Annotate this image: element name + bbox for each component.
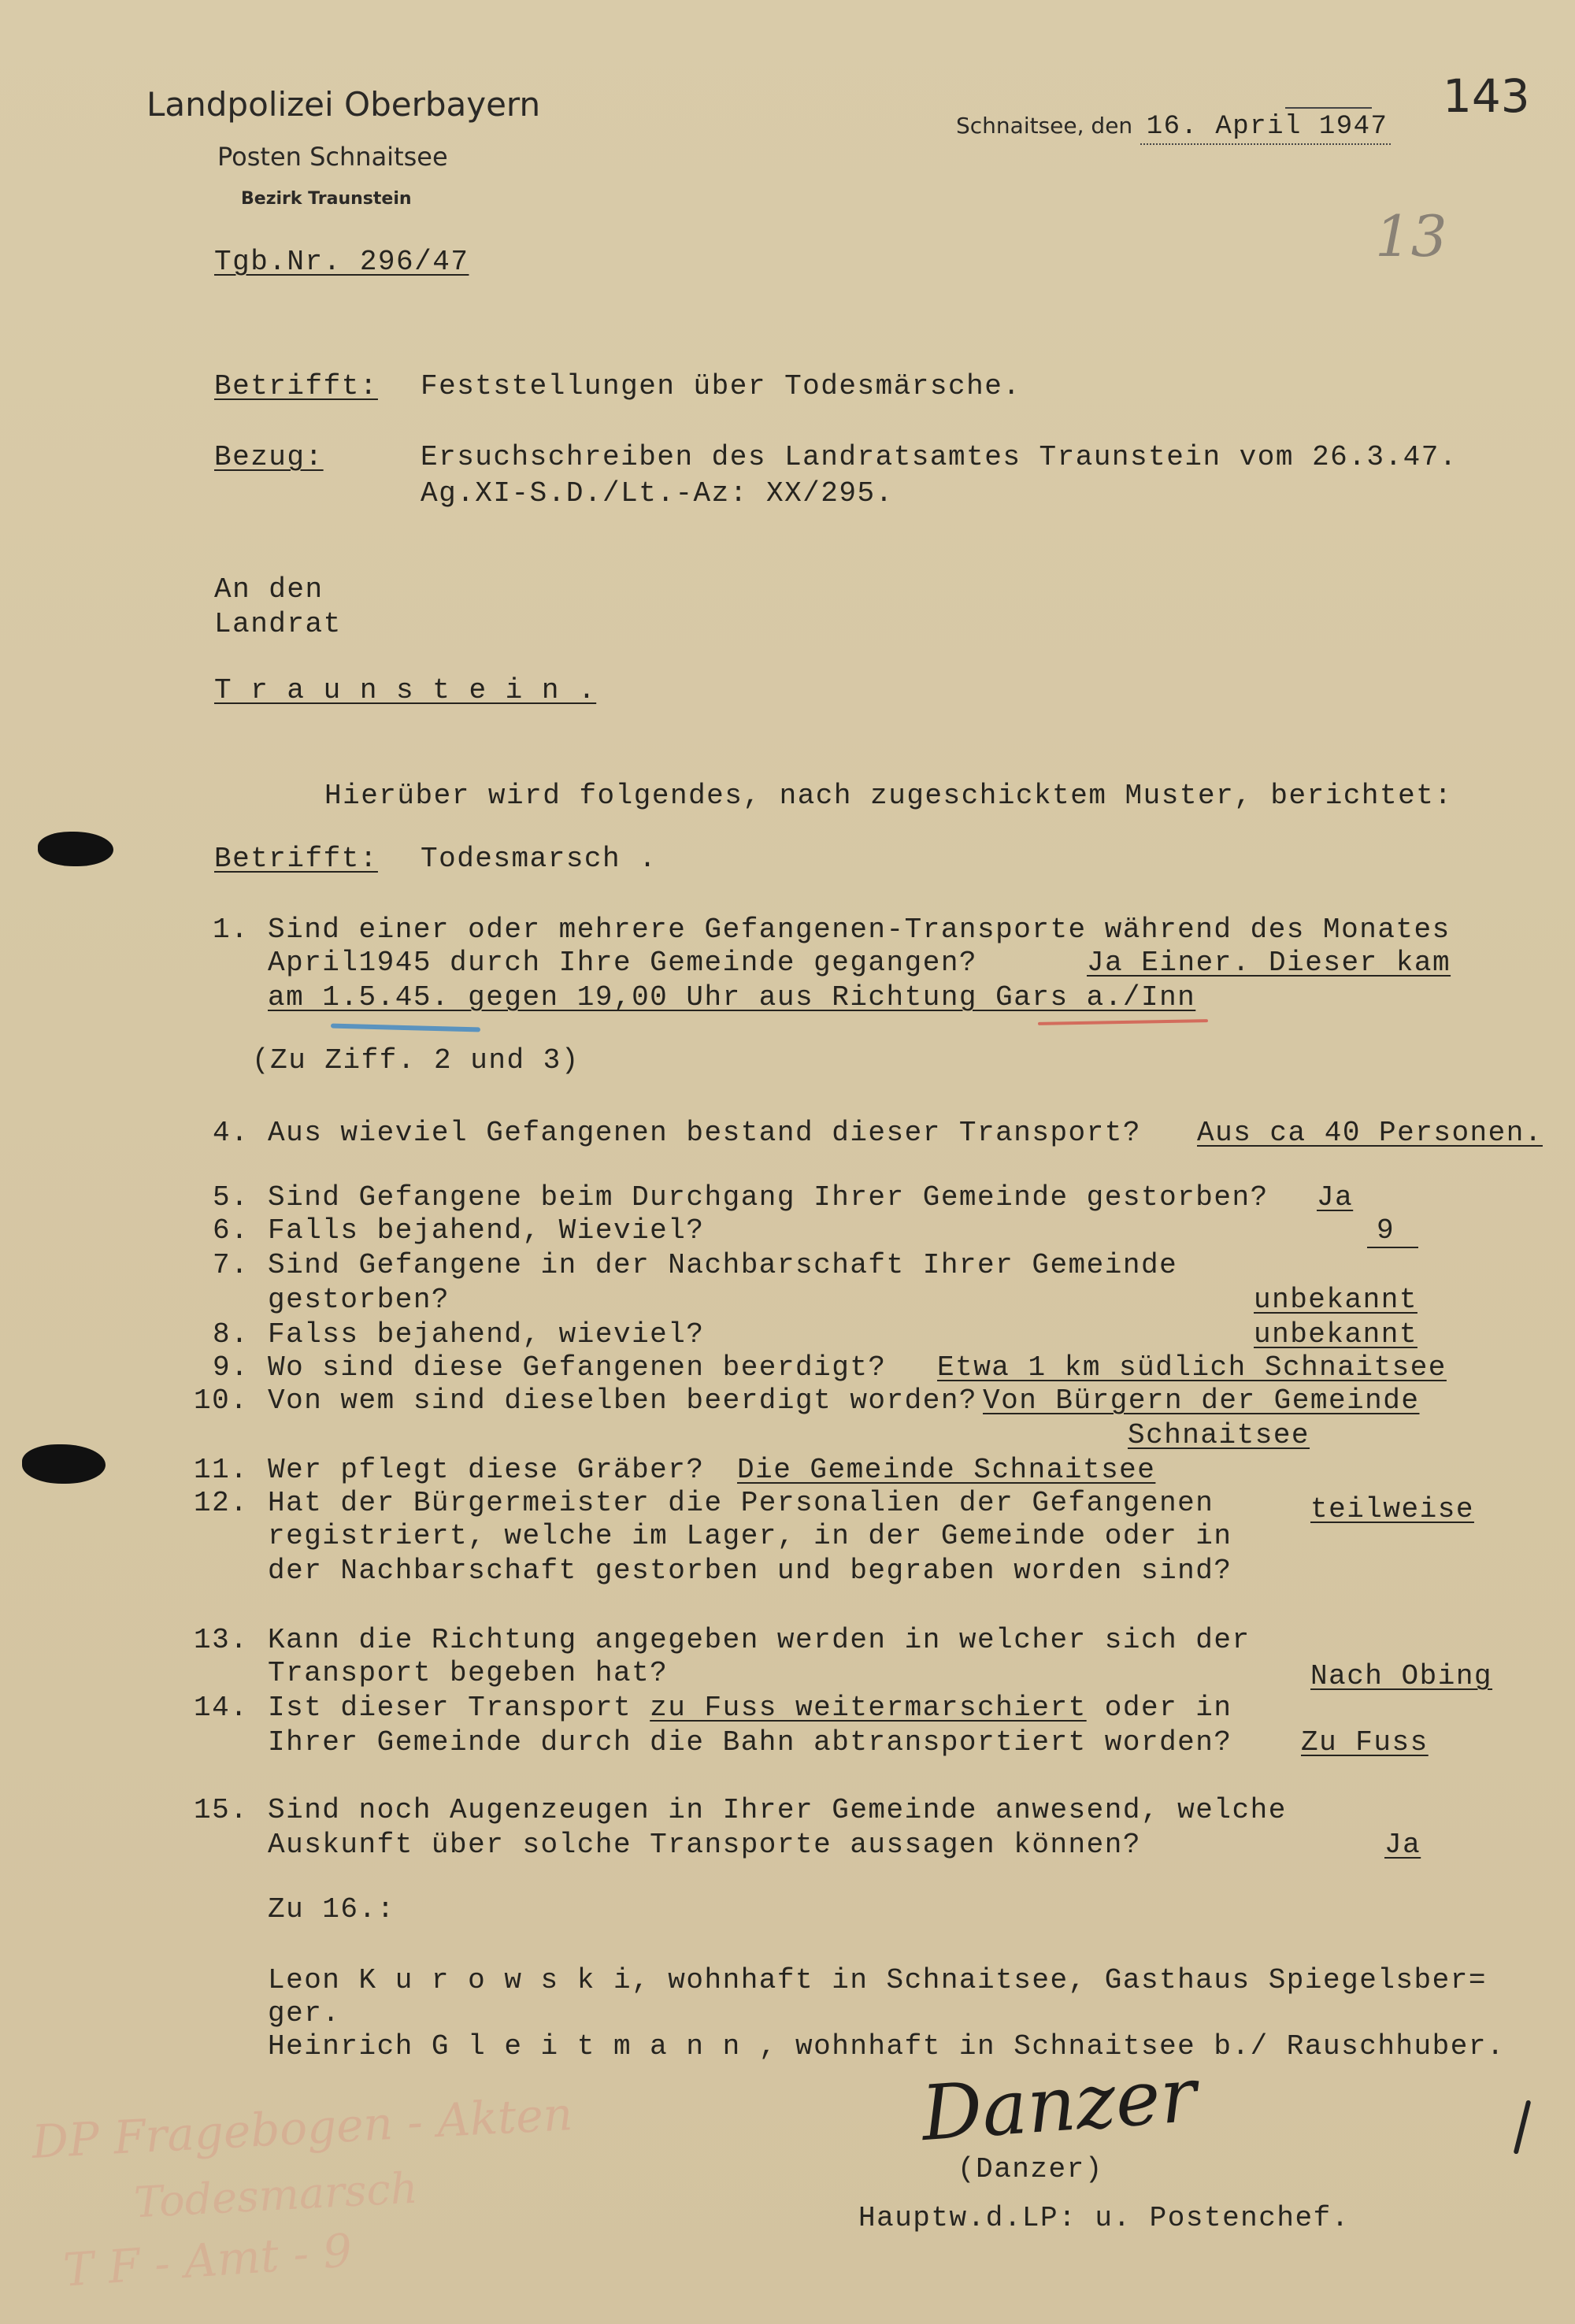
q7-line2: gestorben? [268, 1284, 450, 1316]
q15-line1: Sind noch Augenzeugen in Ihrer Gemeinde anwesend, welche [268, 1794, 1287, 1826]
subject2-text: Todesmarsch . [421, 843, 658, 875]
faded-stamp-line3: T F - Amt - 9 [61, 2223, 354, 2297]
q12-line3: der Nachbarschaft gestorben und begraben worden sind? [268, 1555, 1232, 1587]
q4-number: 4. [213, 1117, 250, 1149]
q10-answer-line1: Von Bürgern der Gemeinde [983, 1384, 1420, 1417]
q10-question: Von wem sind dieselben beerdigt worden? [268, 1384, 978, 1417]
red-pencil-mark [1038, 1019, 1208, 1025]
q15-line2: Auskunft über solche Transporte aussagen können? [268, 1829, 1141, 1861]
witness1-line2: ger. [268, 1997, 341, 2029]
q5-question: Sind Gefangene beim Durchgang Ihrer Gemeinde gestorben? [268, 1181, 1269, 1214]
q4-question: Aus wieviel Gefangenen bestand dieser Transport? [268, 1117, 1141, 1149]
q14-line1-pre: Ist dieser Transport [268, 1692, 650, 1724]
subject-label: Betrifft: [214, 370, 378, 402]
faded-stamp-line1: DP Fragebogen - Akten [30, 2087, 574, 2169]
q12-number: 12. [194, 1487, 249, 1519]
q8-number: 8. [213, 1318, 250, 1351]
q9-number: 9. [213, 1351, 250, 1384]
place-date-prefix: Schnaitsee, den [956, 113, 1133, 139]
q1-line2-question: April1945 durch Ihre Gemeinde gegangen? [268, 947, 978, 979]
q14-answer: Zu Fuss [1301, 1726, 1429, 1759]
intro-text: Hierüber wird folgendes, nach zugeschicktem Muster, berichtet: [324, 780, 1453, 812]
letterhead-district: Bezirk Traunstein [241, 189, 412, 209]
reference-label: Bezug: [214, 441, 324, 473]
blue-pencil-mark [331, 1024, 480, 1032]
tgb-number: Tgb.Nr. 296/47 [214, 246, 469, 278]
q6-number: 6. [213, 1214, 250, 1247]
recipient-city: T r a u n s t e i n . [214, 674, 597, 706]
signature-typed-name: (Danzer) [958, 2153, 1103, 2185]
q12-line1: Hat der Bürgermeister die Personalien der Gefangenen [268, 1487, 1214, 1519]
punch-hole-mark [22, 1444, 106, 1484]
q14-line1 [268, 1692, 1232, 1724]
letterhead-org: Landpolizei Oberbayern [146, 85, 541, 124]
q11-question: Wer pflegt diese Gräber? [268, 1454, 705, 1486]
place-date [956, 112, 1391, 142]
q13-line1: Kann die Richtung angegeben werden in welcher sich der [268, 1624, 1251, 1656]
letterhead-post: Posten Schnaitsee [217, 142, 448, 172]
q5-answer: Ja [1317, 1181, 1354, 1214]
zu16-label: Zu 16.: [268, 1893, 395, 1926]
q4-answer: Aus ca 40 Personen. [1197, 1117, 1543, 1149]
q14-number: 14. [194, 1692, 249, 1724]
signature-rank: Hauptw.d.LP: u. Postenchef. [858, 2202, 1350, 2234]
recipient-line1: An den [214, 573, 324, 606]
q6-answer: 9 [1367, 1214, 1418, 1248]
witness1-line1: Leon K u r o w s k i, wohnhaft in Schnaitsee, Gasthaus Spiegelsber= [268, 1964, 1487, 1996]
q13-answer: Nach Obing [1310, 1660, 1493, 1692]
q7-line1: Sind Gefangene in der Nachbarschaft Ihrer Gemeinde [268, 1249, 1178, 1281]
q14-line2: Ihrer Gemeinde durch die Bahn abtransportiert worden? [268, 1726, 1232, 1759]
q1-number: 1. [213, 914, 250, 946]
date-value: 16. April 1947 [1140, 112, 1392, 145]
punch-hole-mark [38, 832, 113, 866]
q11-number: 11. [194, 1454, 249, 1486]
recipient-line2: Landrat [214, 608, 342, 640]
q14-line1-underlined: zu Fuss weitermarschiert [650, 1692, 1087, 1724]
handwritten-signature: Danzer [918, 2050, 1199, 2159]
q9-question: Wo sind diese Gefangenen beerdigt? [268, 1351, 887, 1384]
q9-answer: Etwa 1 km südlich Schnaitsee [937, 1351, 1447, 1384]
witness2-line: Heinrich G l e i t m a n n , wohnhaft in Schnaitsee b./ Rauschhuber. [268, 2030, 1506, 2063]
faded-stamp-line2: Todesmarsch [132, 2163, 419, 2228]
q7-answer: unbekannt [1254, 1284, 1418, 1316]
q10-number: 10. [194, 1384, 249, 1417]
q5-number: 5. [213, 1181, 250, 1214]
q7-number: 7. [213, 1249, 250, 1281]
q15-answer: Ja [1384, 1829, 1421, 1861]
q11-answer: Die Gemeinde Schnaitsee [737, 1454, 1156, 1486]
q1-line1: Sind einer oder mehrere Gefangenen-Transporte während des Monates [268, 914, 1451, 946]
margin-stroke [1514, 2100, 1532, 2154]
page-number: 143 [1443, 69, 1530, 123]
handwritten-number: 13 [1375, 203, 1447, 269]
reference-line1: Ersuchschreiben des Landratsamtes Traunstein vom 26.3.47. [421, 441, 1458, 473]
q13-line2: Transport begeben hat? [268, 1657, 669, 1689]
q12-line2: registriert, welche im Lager, in der Gemeinde oder in [268, 1520, 1232, 1552]
q8-answer: unbekannt [1254, 1318, 1418, 1351]
q8-question: Falss bejahend, wieviel? [268, 1318, 705, 1351]
subject-text: Feststellungen über Todesmärsche. [421, 370, 1021, 402]
q12-answer: teilweise [1310, 1493, 1474, 1525]
reference-line2: Ag.XI-S.D./Lt.-Az: XX/295. [421, 477, 894, 510]
subject2-label: Betrifft: [214, 843, 378, 875]
q1-line2-answer: Ja Einer. Dieser kam [1087, 947, 1451, 979]
note-2-3: (Zu Ziff. 2 und 3) [252, 1044, 580, 1077]
q10-answer-line2: Schnaitsee [1128, 1419, 1310, 1451]
date-line [1285, 107, 1372, 109]
q6-question: Falls bejahend, Wieviel? [268, 1214, 705, 1247]
q14-line1-post: oder in [1086, 1692, 1232, 1724]
q13-number: 13. [194, 1624, 249, 1656]
q1-line3-answer: am 1.5.45. gegen 19,00 Uhr aus Richtung Gars a./Inn [268, 981, 1196, 1014]
q15-number: 15. [194, 1794, 249, 1826]
